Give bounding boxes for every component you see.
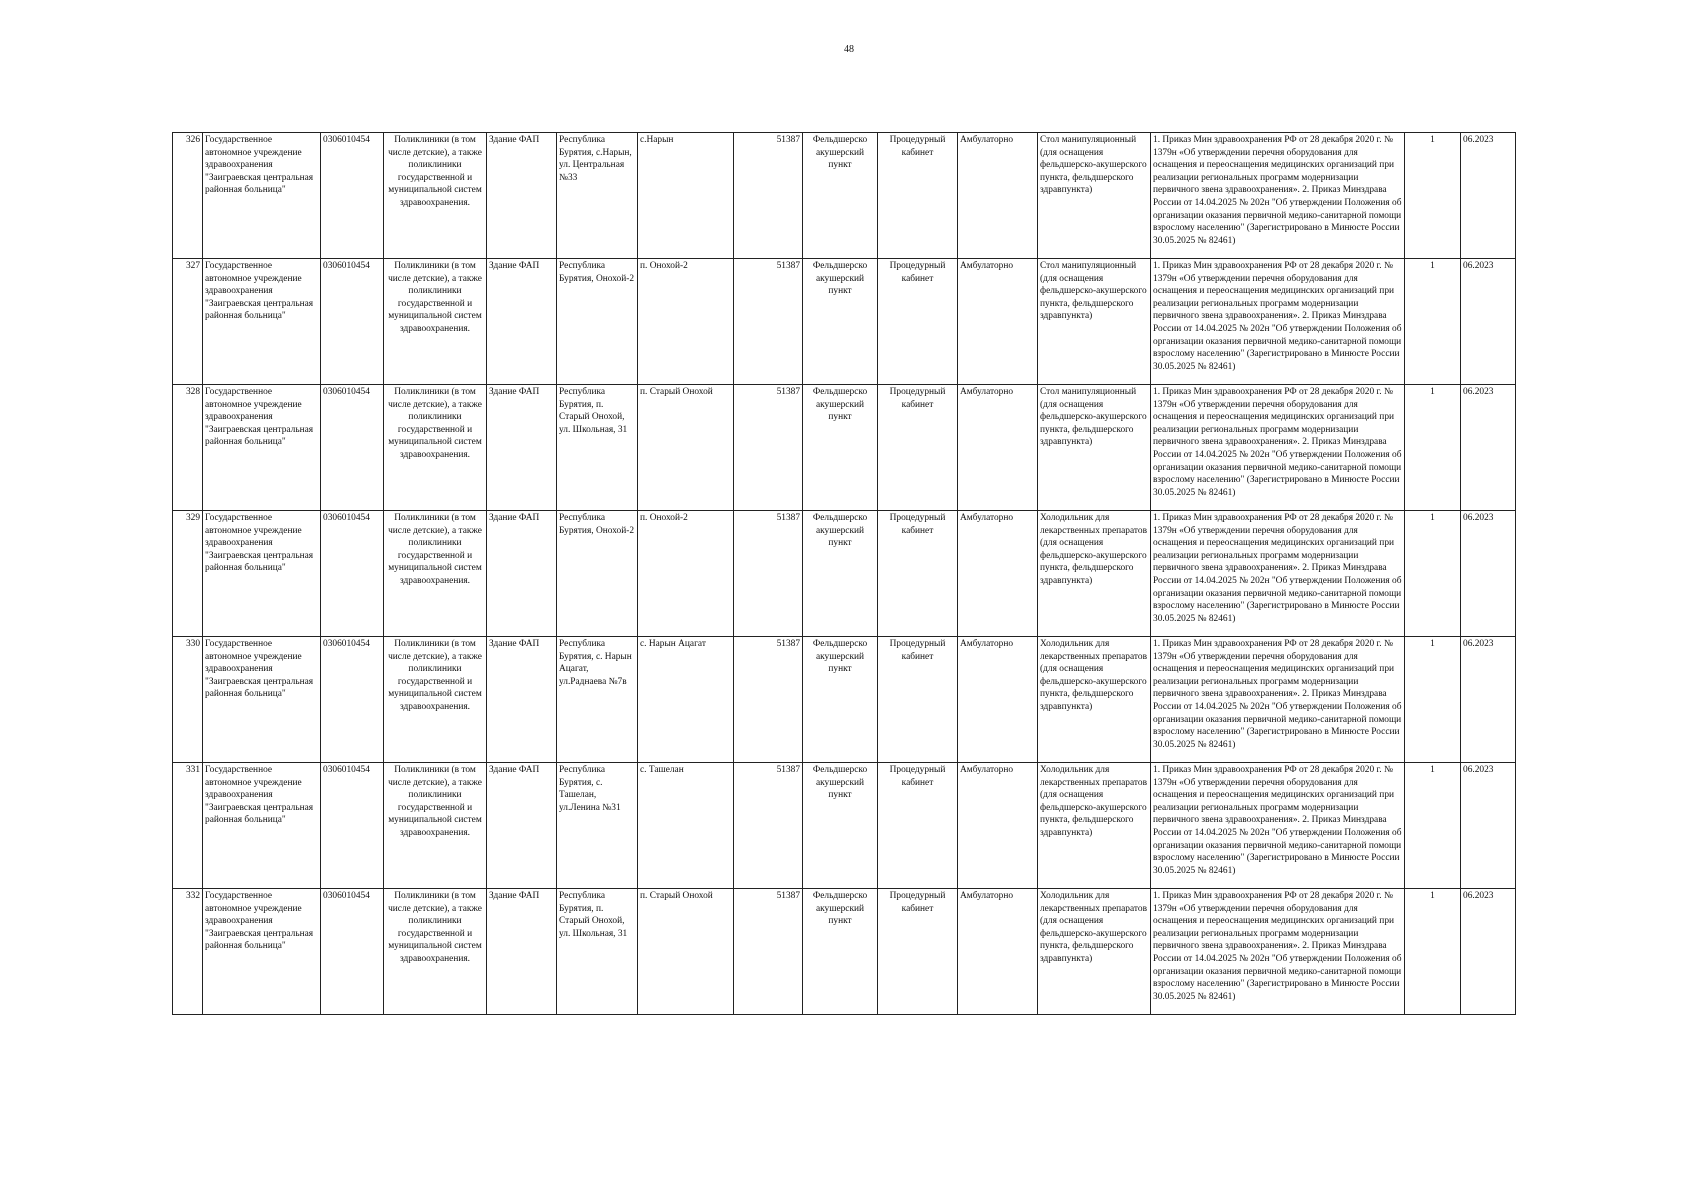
date-cell: 06.2023 [1461, 133, 1516, 259]
unit-name-cell: Фельдшерско акушерский пункт [803, 385, 878, 511]
quantity-cell: 1 [1405, 385, 1461, 511]
building-name-cell: Здание ФАП [487, 385, 557, 511]
settlement-name-cell: с.Нарын [638, 133, 734, 259]
settlement-name-cell: п. Старый Онохой [638, 385, 734, 511]
table-row [173, 133, 1516, 259]
territory-code-cell: 51387 [734, 889, 803, 1015]
organization-inn-cell: 0306010454 [321, 133, 384, 259]
organization-inn-cell: 0306010454 [321, 889, 384, 1015]
organization-name-cell: Государственное автономное учреждение здравоохранения "Заиграевская центральная районная больница" [203, 889, 321, 1015]
date-cell: 06.2023 [1461, 637, 1516, 763]
facility-address-cell: Республика Бурятия, с. Нарын Ацагат, ул.Раднаева №7в [557, 637, 638, 763]
equipment-registry-table [172, 132, 1516, 1015]
legal-basis-cell: 1. Приказ Мин здравоохранения РФ от 28 декабря 2020 г. № 1379н «Об утверждении перечня оборудования для оснащения и переоснащения медицинских организаций при реализации региональных программ модернизации первичного звена здравоохранения». 2. Приказ Минздрава России от 14.04.2025 № 202н "Об утверждении Положения об организации оказания первичной медико-санитарной помощи взрослому населению" (Зарегистрировано в Минюсте России 30.05.2025 № 82461) [1151, 889, 1405, 1015]
care-mode-cell: Амбулаторно [958, 133, 1038, 259]
unit-name-cell: Фельдшерско акушерский пункт [803, 637, 878, 763]
organization-inn-cell: 0306010454 [321, 763, 384, 889]
room-name-cell: Процедурный кабинет [878, 133, 958, 259]
building-name-cell: Здание ФАП [487, 889, 557, 1015]
facility-type-cell: Поликлиники (в том числе детские), а также поликлиники государственной и муниципальной систем здравоохранения. [384, 511, 487, 637]
settlement-name-cell: п. Онохой-2 [638, 259, 734, 385]
organization-inn-cell: 0306010454 [321, 259, 384, 385]
legal-basis-cell: 1. Приказ Мин здравоохранения РФ от 28 декабря 2020 г. № 1379н «Об утверждении перечня оборудования для оснащения и переоснащения медицинских организаций при реализации региональных программ модернизации первичного звена здравоохранения». 2. Приказ Минздрава России от 14.04.2025 № 202н "Об утверждении Положения об организации оказания первичной медико-санитарной помощи взрослому населению" (Зарегистрировано в Минюсте России 30.05.2025 № 82461) [1151, 259, 1405, 385]
table-row [173, 889, 1516, 1015]
building-name-cell: Здание ФАП [487, 637, 557, 763]
table-row [173, 259, 1516, 385]
organization-inn-cell: 0306010454 [321, 511, 384, 637]
equipment-name-cell: Холодильник для лекарственных препаратов (для оснащения фельдшерско-акушерского пункта, фельдшерского здравпункта) [1038, 511, 1151, 637]
quantity-cell: 1 [1405, 763, 1461, 889]
row-number-cell: 328 [173, 385, 203, 511]
legal-basis-cell: 1. Приказ Мин здравоохранения РФ от 28 декабря 2020 г. № 1379н «Об утверждении перечня оборудования для оснащения и переоснащения медицинских организаций при реализации региональных программ модернизации первичного звена здравоохранения». 2. Приказ Минздрава России от 14.04.2025 № 202н "Об утверждении Положения об организации оказания первичной медико-санитарной помощи взрослому населению" (Зарегистрировано в Минюсте России 30.05.2025 № 82461) [1151, 385, 1405, 511]
facility-type-cell: Поликлиники (в том числе детские), а также поликлиники государственной и муниципальной систем здравоохранения. [384, 385, 487, 511]
facility-type-cell: Поликлиники (в том числе детские), а также поликлиники государственной и муниципальной систем здравоохранения. [384, 133, 487, 259]
equipment-name-cell: Холодильник для лекарственных препаратов (для оснащения фельдшерско-акушерского пункта, фельдшерского здравпункта) [1038, 763, 1151, 889]
care-mode-cell: Амбулаторно [958, 637, 1038, 763]
territory-code-cell: 51387 [734, 511, 803, 637]
care-mode-cell: Амбулаторно [958, 763, 1038, 889]
room-name-cell: Процедурный кабинет [878, 889, 958, 1015]
settlement-name-cell: с. Нарын Ацагат [638, 637, 734, 763]
territory-code-cell: 51387 [734, 763, 803, 889]
equipment-name-cell: Холодильник для лекарственных препаратов (для оснащения фельдшерско-акушерского пункта, фельдшерского здравпункта) [1038, 637, 1151, 763]
legal-basis-cell: 1. Приказ Мин здравоохранения РФ от 28 декабря 2020 г. № 1379н «Об утверждении перечня оборудования для оснащения и переоснащения медицинских организаций при реализации региональных программ модернизации первичного звена здравоохранения». 2. Приказ Минздрава России от 14.04.2025 № 202н "Об утверждении Положения об организации оказания первичной медико-санитарной помощи взрослому населению" (Зарегистрировано в Минюсте России 30.05.2025 № 82461) [1151, 133, 1405, 259]
date-cell: 06.2023 [1461, 511, 1516, 637]
territory-code-cell: 51387 [734, 133, 803, 259]
table-row [173, 511, 1516, 637]
legal-basis-cell: 1. Приказ Мин здравоохранения РФ от 28 декабря 2020 г. № 1379н «Об утверждении перечня оборудования для оснащения и переоснащения медицинских организаций при реализации региональных программ модернизации первичного звена здравоохранения». 2. Приказ Минздрава России от 14.04.2025 № 202н "Об утверждении Положения об организации оказания первичной медико-санитарной помощи взрослому населению" (Зарегистрировано в Минюсте России 30.05.2025 № 82461) [1151, 511, 1405, 637]
facility-address-cell: Республика Бурятия, Онохой-2 [557, 511, 638, 637]
date-cell: 06.2023 [1461, 889, 1516, 1015]
row-number-cell: 331 [173, 763, 203, 889]
facility-address-cell: Республика Бурятия, п. Старый Онохой, ул. Школьная, 31 [557, 889, 638, 1015]
quantity-cell: 1 [1405, 889, 1461, 1015]
table-row [173, 385, 1516, 511]
facility-type-cell: Поликлиники (в том числе детские), а также поликлиники государственной и муниципальной систем здравоохранения. [384, 259, 487, 385]
facility-type-cell: Поликлиники (в том числе детские), а также поликлиники государственной и муниципальной систем здравоохранения. [384, 889, 487, 1015]
care-mode-cell: Амбулаторно [958, 511, 1038, 637]
facility-address-cell: Республика Бурятия, с.Нарын, ул. Центральная №33 [557, 133, 638, 259]
equipment-name-cell: Холодильник для лекарственных препаратов (для оснащения фельдшерско-акушерского пункта, фельдшерского здравпункта) [1038, 889, 1151, 1015]
care-mode-cell: Амбулаторно [958, 259, 1038, 385]
organization-inn-cell: 0306010454 [321, 385, 384, 511]
legal-basis-cell: 1. Приказ Мин здравоохранения РФ от 28 декабря 2020 г. № 1379н «Об утверждении перечня оборудования для оснащения и переоснащения медицинских организаций при реализации региональных программ модернизации первичного звена здравоохранения». 2. Приказ Минздрава России от 14.04.2025 № 202н "Об утверждении Положения об организации оказания первичной медико-санитарной помощи взрослому населению" (Зарегистрировано в Минюсте России 30.05.2025 № 82461) [1151, 763, 1405, 889]
organization-name-cell: Государственное автономное учреждение здравоохранения "Заиграевская центральная районная больница" [203, 637, 321, 763]
quantity-cell: 1 [1405, 637, 1461, 763]
row-number-cell: 329 [173, 511, 203, 637]
unit-name-cell: Фельдшерско акушерский пункт [803, 889, 878, 1015]
legal-basis-cell: 1. Приказ Мин здравоохранения РФ от 28 декабря 2020 г. № 1379н «Об утверждении перечня оборудования для оснащения и переоснащения медицинских организаций при реализации региональных программ модернизации первичного звена здравоохранения». 2. Приказ Минздрава России от 14.04.2025 № 202н "Об утверждении Положения об организации оказания первичной медико-санитарной помощи взрослому населению" (Зарегистрировано в Минюсте России 30.05.2025 № 82461) [1151, 637, 1405, 763]
unit-name-cell: Фельдшерско акушерский пункт [803, 133, 878, 259]
equipment-name-cell: Стол манипуляционный (для оснащения фельдшерско-акушерского пункта, фельдшерского здравпункта) [1038, 133, 1151, 259]
date-cell: 06.2023 [1461, 259, 1516, 385]
territory-code-cell: 51387 [734, 637, 803, 763]
room-name-cell: Процедурный кабинет [878, 259, 958, 385]
row-number-cell: 326 [173, 133, 203, 259]
table-row [173, 637, 1516, 763]
settlement-name-cell: п. Старый Онохой [638, 889, 734, 1015]
organization-name-cell: Государственное автономное учреждение здравоохранения "Заиграевская центральная районная больница" [203, 511, 321, 637]
territory-code-cell: 51387 [734, 385, 803, 511]
organization-name-cell: Государственное автономное учреждение здравоохранения "Заиграевская центральная районная больница" [203, 133, 321, 259]
care-mode-cell: Амбулаторно [958, 385, 1038, 511]
building-name-cell: Здание ФАП [487, 763, 557, 889]
building-name-cell: Здание ФАП [487, 133, 557, 259]
settlement-name-cell: с. Ташелан [638, 763, 734, 889]
table-row [173, 763, 1516, 889]
room-name-cell: Процедурный кабинет [878, 763, 958, 889]
organization-name-cell: Государственное автономное учреждение здравоохранения "Заиграевская центральная районная больница" [203, 385, 321, 511]
facility-type-cell: Поликлиники (в том числе детские), а также поликлиники государственной и муниципальной систем здравоохранения. [384, 637, 487, 763]
organization-inn-cell: 0306010454 [321, 637, 384, 763]
page-number: 48 [844, 44, 854, 55]
row-number-cell: 332 [173, 889, 203, 1015]
row-number-cell: 330 [173, 637, 203, 763]
room-name-cell: Процедурный кабинет [878, 385, 958, 511]
room-name-cell: Процедурный кабинет [878, 511, 958, 637]
settlement-name-cell: п. Онохой-2 [638, 511, 734, 637]
territory-code-cell: 51387 [734, 259, 803, 385]
organization-name-cell: Государственное автономное учреждение здравоохранения "Заиграевская центральная районная больница" [203, 259, 321, 385]
unit-name-cell: Фельдшерско акушерский пункт [803, 511, 878, 637]
facility-address-cell: Республика Бурятия, п. Старый Онохой, ул. Школьная, 31 [557, 385, 638, 511]
date-cell: 06.2023 [1461, 385, 1516, 511]
facility-type-cell: Поликлиники (в том числе детские), а также поликлиники государственной и муниципальной систем здравоохранения. [384, 763, 487, 889]
date-cell: 06.2023 [1461, 763, 1516, 889]
unit-name-cell: Фельдшерско акушерский пункт [803, 259, 878, 385]
table-body [173, 133, 1516, 1015]
equipment-name-cell: Стол манипуляционный (для оснащения фельдшерско-акушерского пункта, фельдшерского здравпункта) [1038, 259, 1151, 385]
quantity-cell: 1 [1405, 511, 1461, 637]
quantity-cell: 1 [1405, 133, 1461, 259]
equipment-name-cell: Стол манипуляционный (для оснащения фельдшерско-акушерского пункта, фельдшерского здравпункта) [1038, 385, 1151, 511]
building-name-cell: Здание ФАП [487, 511, 557, 637]
building-name-cell: Здание ФАП [487, 259, 557, 385]
care-mode-cell: Амбулаторно [958, 889, 1038, 1015]
quantity-cell: 1 [1405, 259, 1461, 385]
facility-address-cell: Республика Бурятия, с. Ташелан, ул.Ленина №31 [557, 763, 638, 889]
organization-name-cell: Государственное автономное учреждение здравоохранения "Заиграевская центральная районная больница" [203, 763, 321, 889]
unit-name-cell: Фельдшерско акушерский пункт [803, 763, 878, 889]
row-number-cell: 327 [173, 259, 203, 385]
room-name-cell: Процедурный кабинет [878, 637, 958, 763]
facility-address-cell: Республика Бурятия, Онохой-2 [557, 259, 638, 385]
